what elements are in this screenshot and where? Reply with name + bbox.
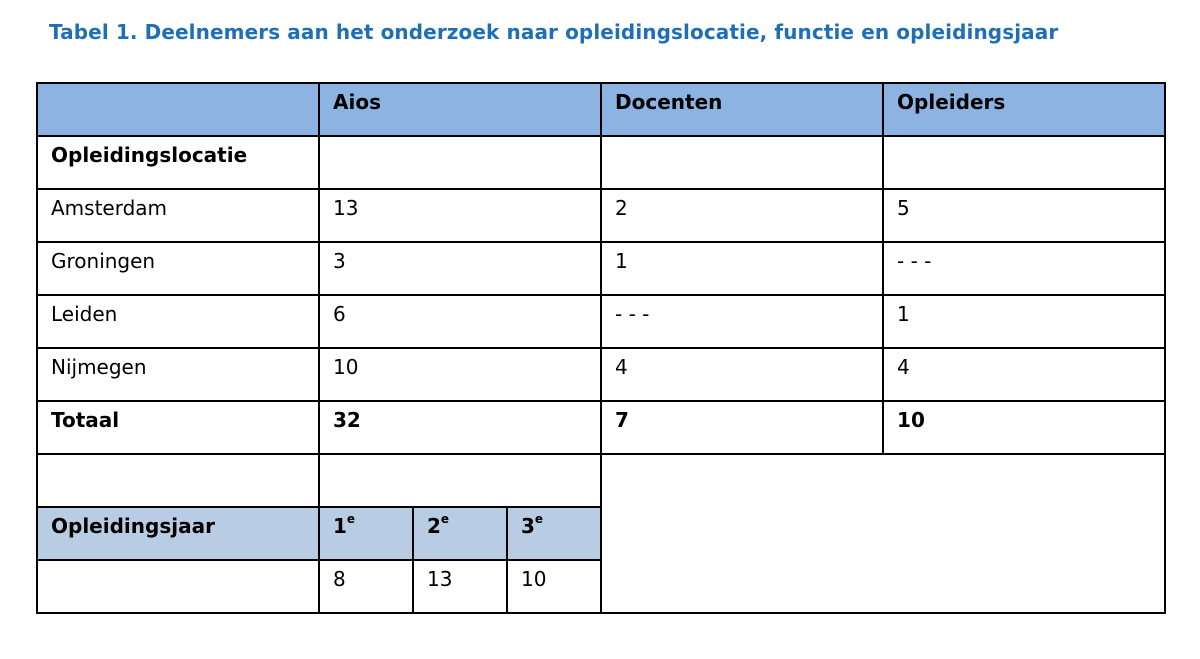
year-header-3: 3e	[507, 507, 601, 560]
total-docenten: 7	[601, 401, 883, 454]
year-header-2: 2e	[413, 507, 507, 560]
table-header-row	[37, 83, 1165, 136]
cell-docenten: 2	[601, 189, 883, 242]
row-label: Amsterdam	[37, 189, 319, 242]
cell-docenten: 4	[601, 348, 883, 401]
row-label: Nijmegen	[37, 348, 319, 401]
cell-aios: 3	[319, 242, 601, 295]
cell-aios: 10	[319, 348, 601, 401]
header-aios: Aios	[319, 83, 601, 136]
section-label-opleidingslocatie: Opleidingslocatie	[37, 136, 319, 189]
cell-docenten: - - -	[601, 295, 883, 348]
empty-cell	[37, 560, 319, 613]
cell-aios: 13	[319, 189, 601, 242]
empty-cell	[319, 454, 601, 507]
empty-cell	[883, 136, 1165, 189]
year-value-1: 8	[319, 560, 413, 613]
cell-opleiders: 1	[883, 295, 1165, 348]
total-aios: 32	[319, 401, 601, 454]
year-value-2: 13	[413, 560, 507, 613]
participants-table	[36, 82, 1166, 614]
spacer-row	[37, 454, 1165, 507]
total-label: Totaal	[37, 401, 319, 454]
cell-opleiders: 4	[883, 348, 1165, 401]
section-row-opleidingslocatie	[37, 136, 1165, 189]
section-label-opleidingsjaar: Opleidingsjaar	[37, 507, 319, 560]
row-label: Leiden	[37, 295, 319, 348]
table-row	[37, 295, 1165, 348]
table-row	[37, 348, 1165, 401]
year-value-3: 10	[507, 560, 601, 613]
empty-cell	[37, 454, 319, 507]
cell-docenten: 1	[601, 242, 883, 295]
header-opleiders: Opleiders	[883, 83, 1165, 136]
table-row	[37, 189, 1165, 242]
total-row	[37, 401, 1165, 454]
table-row	[37, 242, 1165, 295]
empty-right-block	[601, 454, 1165, 613]
empty-cell	[319, 136, 601, 189]
empty-cell	[601, 136, 883, 189]
table-caption: Tabel 1. Deelnemers aan het onderzoek naar opleidingslocatie, functie en opleidingsjaar	[49, 20, 1059, 44]
header-blank-cell	[37, 83, 319, 136]
header-docenten: Docenten	[601, 83, 883, 136]
cell-opleiders: 5	[883, 189, 1165, 242]
cell-opleiders: - - -	[883, 242, 1165, 295]
total-opleiders: 10	[883, 401, 1165, 454]
year-header-1: 1e	[319, 507, 413, 560]
cell-aios: 6	[319, 295, 601, 348]
row-label: Groningen	[37, 242, 319, 295]
